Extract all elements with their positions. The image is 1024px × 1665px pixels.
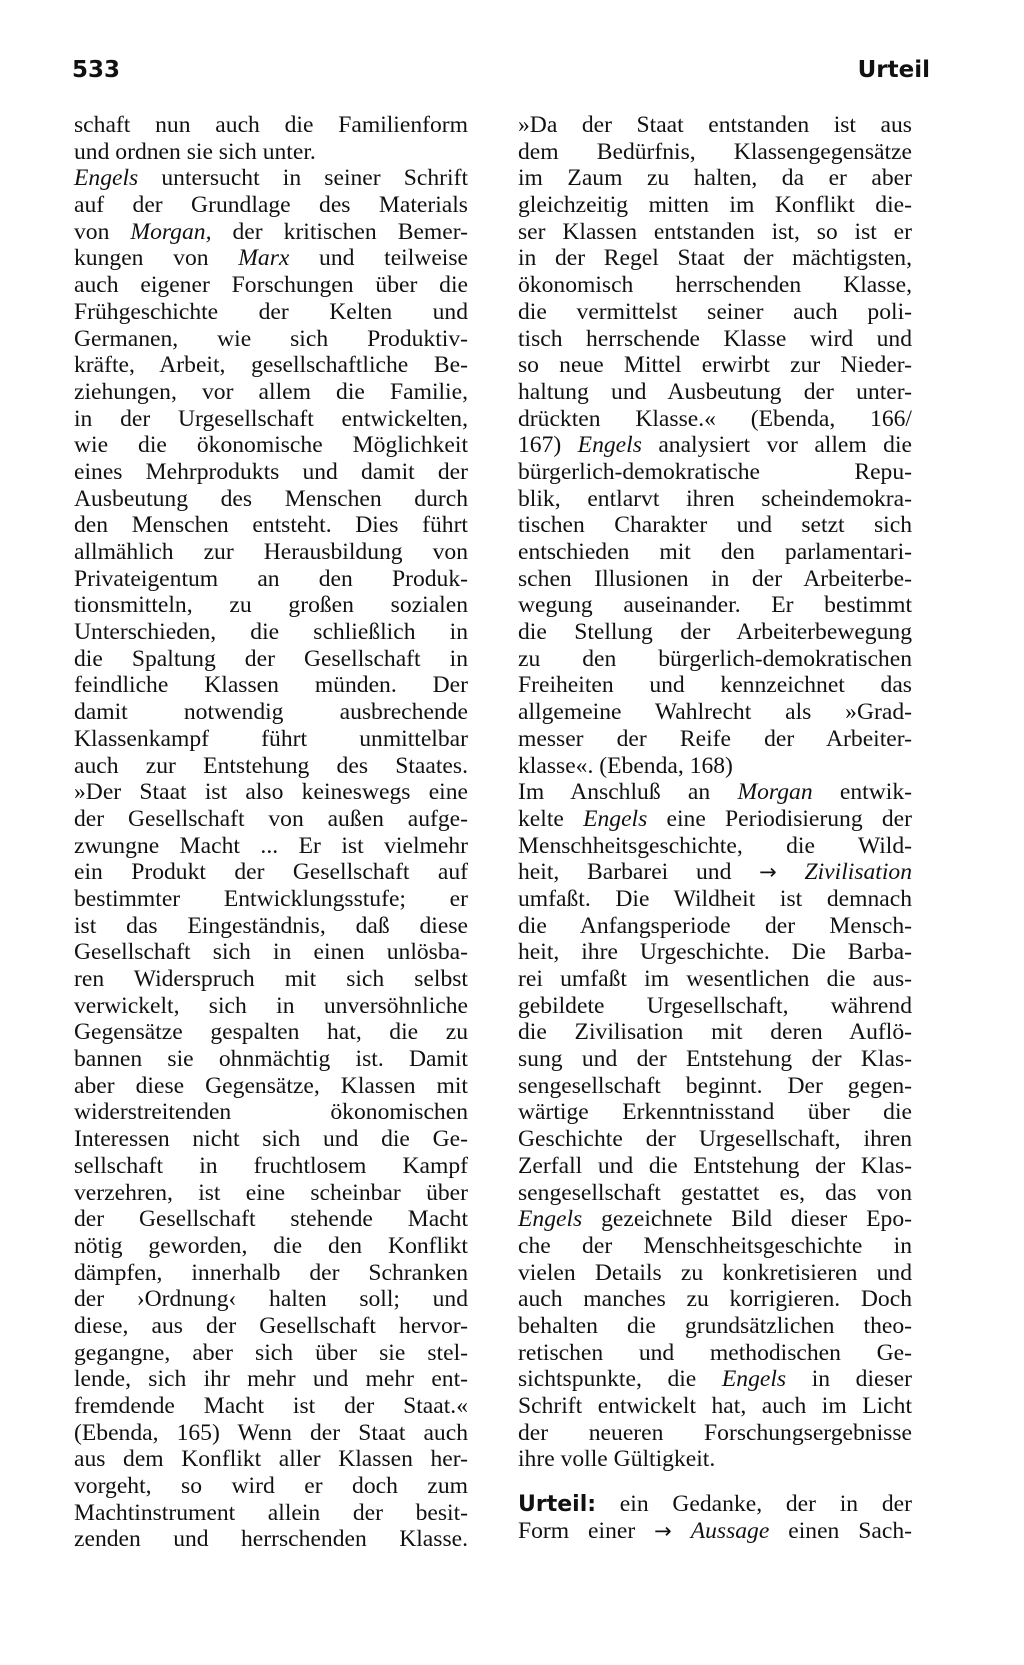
text-line: vorgeht, so wird er doch zum xyxy=(74,1473,468,1500)
text-line: sengesellschaft beginnt. Der gegen- xyxy=(518,1072,912,1099)
text-line: nötig geworden, die den Konflikt xyxy=(74,1232,468,1259)
text-segment: von xyxy=(74,218,131,245)
text-line xyxy=(518,432,912,459)
text-line: gebildete Urgesellschaft, während xyxy=(518,992,912,1019)
text-segment: kelte xyxy=(518,805,584,832)
text-line: Klassenkampf führt unmittelbar xyxy=(74,725,468,752)
text-line xyxy=(518,1518,912,1545)
text-line xyxy=(518,779,912,806)
text-line xyxy=(518,859,912,886)
text-line: gleichzeitig mitten im Konflikt die- xyxy=(518,192,912,219)
text-line xyxy=(518,1206,912,1233)
text-line: und ordnen sie sich unter. xyxy=(74,138,316,165)
text-segment: kungen von xyxy=(74,245,239,272)
text-line: Interessen nicht sich und die Ge- xyxy=(74,1126,468,1153)
text-segment: untersucht in seiner Schrift xyxy=(138,165,468,192)
paragraph-gap xyxy=(518,1473,912,1491)
page-number: 533 xyxy=(72,57,121,83)
text-line: dämpfen, innerhalb der Schranken xyxy=(74,1259,468,1286)
text-line: ren Widerspruch mit sich selbst xyxy=(74,966,468,992)
text-line: widerstreitenden ökonomischen xyxy=(74,1099,468,1126)
text-line: bannen sie ohnmächtig ist. Damit xyxy=(74,1046,468,1073)
text-line: messer der Reife der Arbeiter- xyxy=(518,725,912,752)
text-line: Gegensätze gespalten hat, die zu xyxy=(74,1019,468,1046)
text-line: der Gesellschaft stehende Macht xyxy=(74,1206,468,1233)
text-line xyxy=(74,165,468,192)
text-segment: Im Anschluß an xyxy=(518,779,738,806)
running-head xyxy=(72,52,930,88)
text-line: dem Bedürfnis, Klassengegensätze xyxy=(518,138,912,165)
text-segment: 167) xyxy=(518,432,578,459)
text-line: Privateigentum an den Produk- xyxy=(74,565,468,592)
text-line: ökonomisch herrschenden Klasse, xyxy=(518,272,912,299)
text-line: Gesellschaft sich in einen unlösba- xyxy=(74,939,468,966)
text-line: behalten die grundsätzlichen theo- xyxy=(518,1312,912,1339)
text-line: sung und der Entstehung der Klas- xyxy=(518,1046,912,1073)
text-line: fremdende Macht ist der Staat.« xyxy=(74,1393,468,1419)
cross-reference-arrow-icon: → xyxy=(759,860,777,885)
text-line: bestimmter Entwicklungsstufe; er xyxy=(74,885,468,912)
text-line: wie die ökonomische Möglichkeit xyxy=(74,432,468,459)
text-line: tisch herrschende Klasse wird und xyxy=(518,325,912,352)
text-line: umfaßt. Die Wildheit ist demnach xyxy=(518,885,912,912)
italic-name: Engels xyxy=(577,432,642,459)
entry-headword: Urteil: xyxy=(518,1492,597,1518)
text-segment: ein Gedanke, der in der xyxy=(596,1491,912,1518)
text-line: »Der Staat ist also keineswegs eine xyxy=(74,779,468,806)
text-line: ein Produkt der Gesellschaft auf xyxy=(74,859,468,886)
text-line: blik, entlarvt ihren scheindemokra- xyxy=(518,485,912,512)
text-line: gegangne, aber sich über sie stel- xyxy=(74,1339,468,1366)
text-line: tionsmitteln, zu großen sozialen xyxy=(74,592,468,619)
text-segment xyxy=(777,859,805,885)
text-line: sellschaft in fruchtlosem Kampf xyxy=(74,1152,468,1179)
text-line: in der Regel Staat der mächtigsten, xyxy=(518,245,912,272)
left-text-column xyxy=(74,112,468,1553)
text-line: zu den bürgerlich-demokratischen xyxy=(518,645,912,672)
text-line: sengesellschaft gestattet es, das von xyxy=(518,1179,912,1206)
text-line: »Da der Staat entstanden ist aus xyxy=(518,112,912,138)
text-segment: in dieser xyxy=(786,1366,912,1393)
cross-reference-arrow-icon: → xyxy=(654,1518,672,1543)
text-line: retischen und methodischen Ge- xyxy=(518,1339,912,1366)
text-line: kräfte, Arbeit, gesellschaftliche Be- xyxy=(74,352,468,379)
text-line: bürgerlich-demokratische Repu- xyxy=(518,458,912,485)
text-line: ihre volle Gültigkeit. xyxy=(518,1446,716,1473)
text-line: Machtinstrument allein der besit- xyxy=(74,1499,468,1526)
text-line: Frühgeschichte der Kelten und xyxy=(74,298,468,325)
text-line: Menschheitsgeschichte, die Wild- xyxy=(518,832,912,859)
text-segment: einen Sach- xyxy=(769,1517,912,1544)
text-line: ser Klassen entstanden ist, so ist er xyxy=(518,218,912,245)
text-line: die Zivilisation mit deren Auflö- xyxy=(518,1019,912,1046)
text-line: Ausbeutung des Menschen durch xyxy=(74,485,468,512)
text-line: eines Mehrprodukts und damit der xyxy=(74,458,468,485)
text-segment: sichtspunkte, die xyxy=(518,1366,722,1393)
text-line: aus dem Konflikt aller Klassen her- xyxy=(74,1446,468,1473)
text-segment xyxy=(672,1518,691,1544)
text-line: feindliche Klassen münden. Der xyxy=(74,672,468,699)
italic-name: Morgan, xyxy=(130,218,212,245)
text-line: rei umfaßt im wesentlichen die aus- xyxy=(518,966,912,992)
text-segment: und teilweise xyxy=(289,245,468,272)
text-line: auch zur Entstehung des Staates. xyxy=(74,752,468,779)
text-line: ziehungen, vor allem die Familie, xyxy=(74,378,468,405)
text-line: die Stellung der Arbeiterbewegung xyxy=(518,619,912,646)
text-line: ist das Eingeständnis, daß diese xyxy=(74,912,468,939)
text-line xyxy=(74,219,468,246)
text-line: drückten Klasse.« (Ebenda, 166/ xyxy=(518,405,912,432)
italic-name: Engels xyxy=(518,1206,583,1233)
text-line: Geschichte der Urgesellschaft, ihren xyxy=(518,1126,912,1153)
text-line: die vermittelst seiner auch poli- xyxy=(518,298,912,325)
text-line xyxy=(518,1366,912,1393)
text-line: schaft nun auch die Familienform xyxy=(74,112,468,138)
text-line: diese, aus der Gesellschaft hervor- xyxy=(74,1312,468,1339)
text-line: tischen Charakter und setzt sich xyxy=(518,512,912,539)
text-line xyxy=(518,806,912,833)
text-line: (Ebenda, 165) Wenn der Staat auch xyxy=(74,1419,468,1446)
text-line: in der Urgesellschaft entwickelten, xyxy=(74,405,468,432)
italic-name: Aussage xyxy=(690,1517,770,1544)
text-line: so neue Mittel erwirbt zur Nieder- xyxy=(518,352,912,379)
text-line: lende, sich ihr mehr und mehr ent- xyxy=(74,1366,468,1393)
text-line: verwickelt, sich in unversöhnliche xyxy=(74,992,468,1019)
text-line: allmählich zur Herausbildung von xyxy=(74,539,468,565)
text-line: den Menschen entsteht. Dies führt xyxy=(74,512,468,539)
text-line: der Gesellschaft von außen aufge- xyxy=(74,805,468,832)
text-line: heit, ihre Urgeschichte. Die Barba- xyxy=(518,939,912,966)
text-line: Zerfall und die Entstehung der Klas- xyxy=(518,1152,912,1179)
text-segment: entwik- xyxy=(812,779,912,806)
text-line: im Zaum zu halten, da er aber xyxy=(518,165,912,192)
italic-name: Engels xyxy=(74,165,139,192)
text-line: entschieden mit den parlamentari- xyxy=(518,539,912,565)
text-line: Freiheiten und kennzeichnet das xyxy=(518,672,912,699)
text-segment: gezeichnete Bild dieser Epo- xyxy=(582,1206,912,1233)
text-segment: Form einer xyxy=(518,1517,655,1544)
italic-name: Marx xyxy=(238,245,290,272)
text-segment: analysiert vor allem die xyxy=(641,432,912,459)
text-line: wärtige Erkenntnisstand über die xyxy=(518,1099,912,1126)
text-line: klasse«. (Ebenda, 168) xyxy=(518,752,733,779)
text-line: Schrift entwickelt hat, auch im Licht xyxy=(518,1393,912,1419)
text-segment: der kritischen Bemer- xyxy=(211,218,468,245)
italic-name: Zivilisation xyxy=(804,859,912,886)
text-line: auf der Grundlage des Materials xyxy=(74,192,468,219)
right-text-column xyxy=(518,112,912,1544)
text-line xyxy=(74,245,468,272)
text-line: Germanen, wie sich Produktiv- xyxy=(74,325,468,352)
text-line: allgemeine Wahlrecht als »Grad- xyxy=(518,699,912,726)
text-line: die Anfangsperiode der Mensch- xyxy=(518,912,912,939)
text-line: auch manches zu korrigieren. Doch xyxy=(518,1286,912,1313)
text-line: schen Illusionen in der Arbeiterbe- xyxy=(518,565,912,592)
text-line: vielen Details zu konkretisieren und xyxy=(518,1259,912,1286)
italic-name: Engels xyxy=(721,1366,787,1393)
running-head-word: Urteil xyxy=(857,57,930,83)
text-line: aber diese Gegensätze, Klassen mit xyxy=(74,1072,468,1099)
text-segment: eine Periodisierung der xyxy=(647,805,912,832)
text-line: haltung und Ausbeutung der unter- xyxy=(518,378,912,405)
text-line: der neueren Forschungsergebnisse xyxy=(518,1419,912,1446)
text-line: zwungne Macht ... Er ist vielmehr xyxy=(74,832,468,859)
text-line: wegung auseinander. Er bestimmt xyxy=(518,592,912,619)
text-line: die Spaltung der Gesellschaft in xyxy=(74,645,468,672)
text-line: damit notwendig ausbrechende xyxy=(74,699,468,726)
text-line: verzehren, ist eine scheinbar über xyxy=(74,1179,468,1206)
text-line: che der Menschheitsgeschichte in xyxy=(518,1232,912,1259)
text-line: der ›Ordnung‹ halten soll; und xyxy=(74,1286,468,1313)
text-line: zenden und herrschenden Klasse. xyxy=(74,1526,468,1553)
text-segment: heit, Barbarei und xyxy=(518,859,760,886)
italic-name: Morgan xyxy=(737,779,813,806)
text-line xyxy=(518,1491,912,1518)
text-line: auch eigener Forschungen über die xyxy=(74,272,468,299)
text-line: Unterschieden, die schließlich in xyxy=(74,619,468,646)
italic-name: Engels xyxy=(583,805,648,832)
